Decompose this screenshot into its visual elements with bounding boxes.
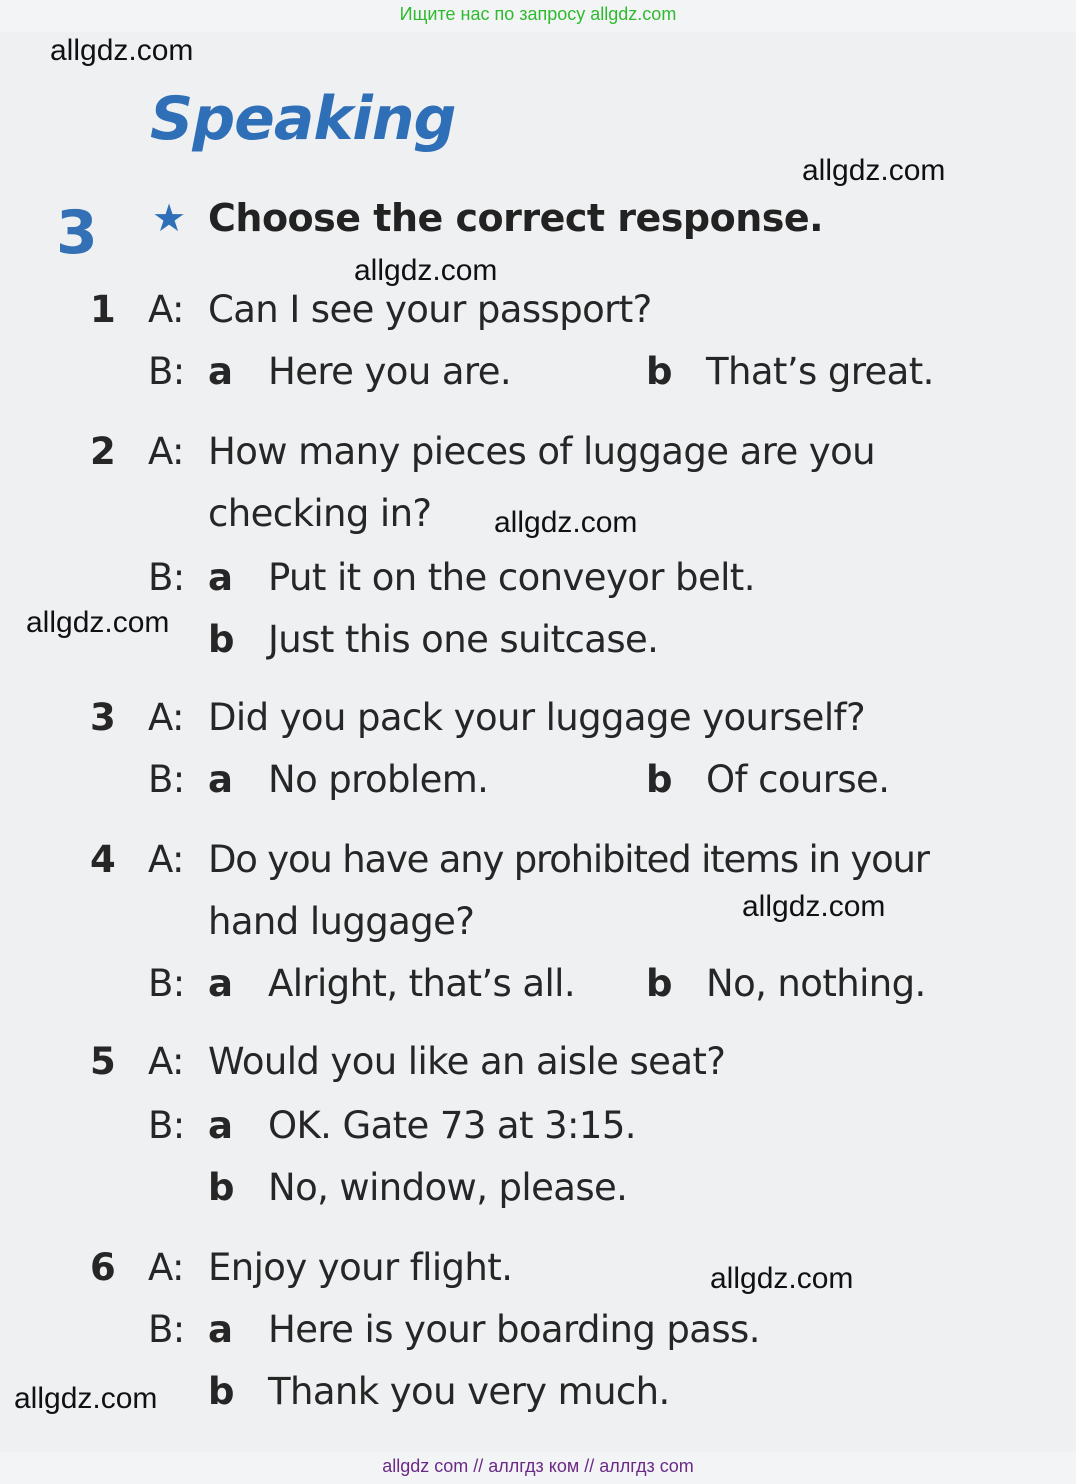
option-a-letter: a [208,350,233,393]
option-b-letter: b [208,1370,234,1413]
option-b-text[interactable]: That’s great. [706,350,934,393]
option-a-text[interactable]: OK. Gate 73 at 3:15. [268,1104,636,1147]
option-b-text[interactable]: No, window, please. [268,1166,628,1209]
speaker-b-label: B: [148,556,185,599]
speaker-a-label: A: [148,838,184,881]
scanned-page [0,32,1076,1452]
option-a-letter: a [208,1308,233,1351]
item-number: 1 [90,288,116,331]
option-a-letter: a [208,1104,233,1147]
question-text: Did you pack your luggage yourself? [208,696,865,739]
question-text-continued: checking in? [208,492,432,535]
item-number: 5 [90,1040,116,1083]
option-b-text[interactable]: Thank you very much. [268,1370,670,1413]
option-a-letter: a [208,962,233,1005]
exercise-number: 3 [56,198,98,268]
option-b-letter: b [646,962,672,1005]
option-a-text[interactable]: Here you are. [268,350,512,393]
watermark: allgdz.com [26,606,170,639]
option-b-letter: b [208,1166,234,1209]
speaker-a-label: A: [148,696,184,739]
section-title: Speaking [150,84,456,154]
item-number: 2 [90,430,116,473]
option-b-letter: b [646,350,672,393]
speaker-b-label: B: [148,1308,185,1351]
watermark: allgdz.com [494,506,638,539]
question-text: Enjoy your flight. [208,1246,513,1289]
speaker-b-label: B: [148,1104,185,1147]
star-icon: ★ [152,196,187,240]
bottom-banner-link[interactable]: allgdz com // аллгдз ком // аллгдз com [382,1456,694,1476]
speaker-b-label: B: [148,962,185,1005]
watermark: allgdz.com [14,1382,158,1415]
top-banner-link[interactable]: Ищите нас по запросу allgdz.com [399,4,677,24]
item-number: 6 [90,1246,116,1289]
option-a-text[interactable]: No problem. [268,758,489,801]
option-b-letter: b [208,618,234,661]
speaker-b-label: B: [148,350,185,393]
option-a-letter: a [208,758,233,801]
speaker-a-label: A: [148,1040,184,1083]
option-a-letter: a [208,556,233,599]
option-b-text[interactable]: Of course. [706,758,890,801]
option-b-letter: b [646,758,672,801]
question-text: Do you have any prohibited items in your [208,838,929,881]
option-a-text[interactable]: Here is your boarding pass. [268,1308,760,1351]
watermark: allgdz.com [354,254,498,287]
speaker-a-label: A: [148,430,184,473]
option-b-text[interactable]: No, nothing. [706,962,926,1005]
item-number: 4 [90,838,116,881]
watermark: allgdz.com [802,154,946,187]
item-number: 3 [90,696,116,739]
option-b-text[interactable]: Just this one suitcase. [268,618,659,661]
watermark: allgdz.com [50,34,194,67]
speaker-a-label: A: [148,1246,184,1289]
question-text: Can I see your passport? [208,288,652,331]
question-text-continued: hand luggage? [208,900,475,943]
watermark: allgdz.com [742,890,886,923]
speaker-a-label: A: [148,288,184,331]
speaker-b-label: B: [148,758,185,801]
exercise-instruction: Choose the correct response. [208,196,824,240]
question-text: How many pieces of luggage are you [208,430,875,473]
question-text: Would you like an aisle seat? [208,1040,726,1083]
option-a-text[interactable]: Alright, that’s all. [268,962,575,1005]
option-a-text[interactable]: Put it on the conveyor belt. [268,556,755,599]
watermark: allgdz.com [710,1262,854,1295]
